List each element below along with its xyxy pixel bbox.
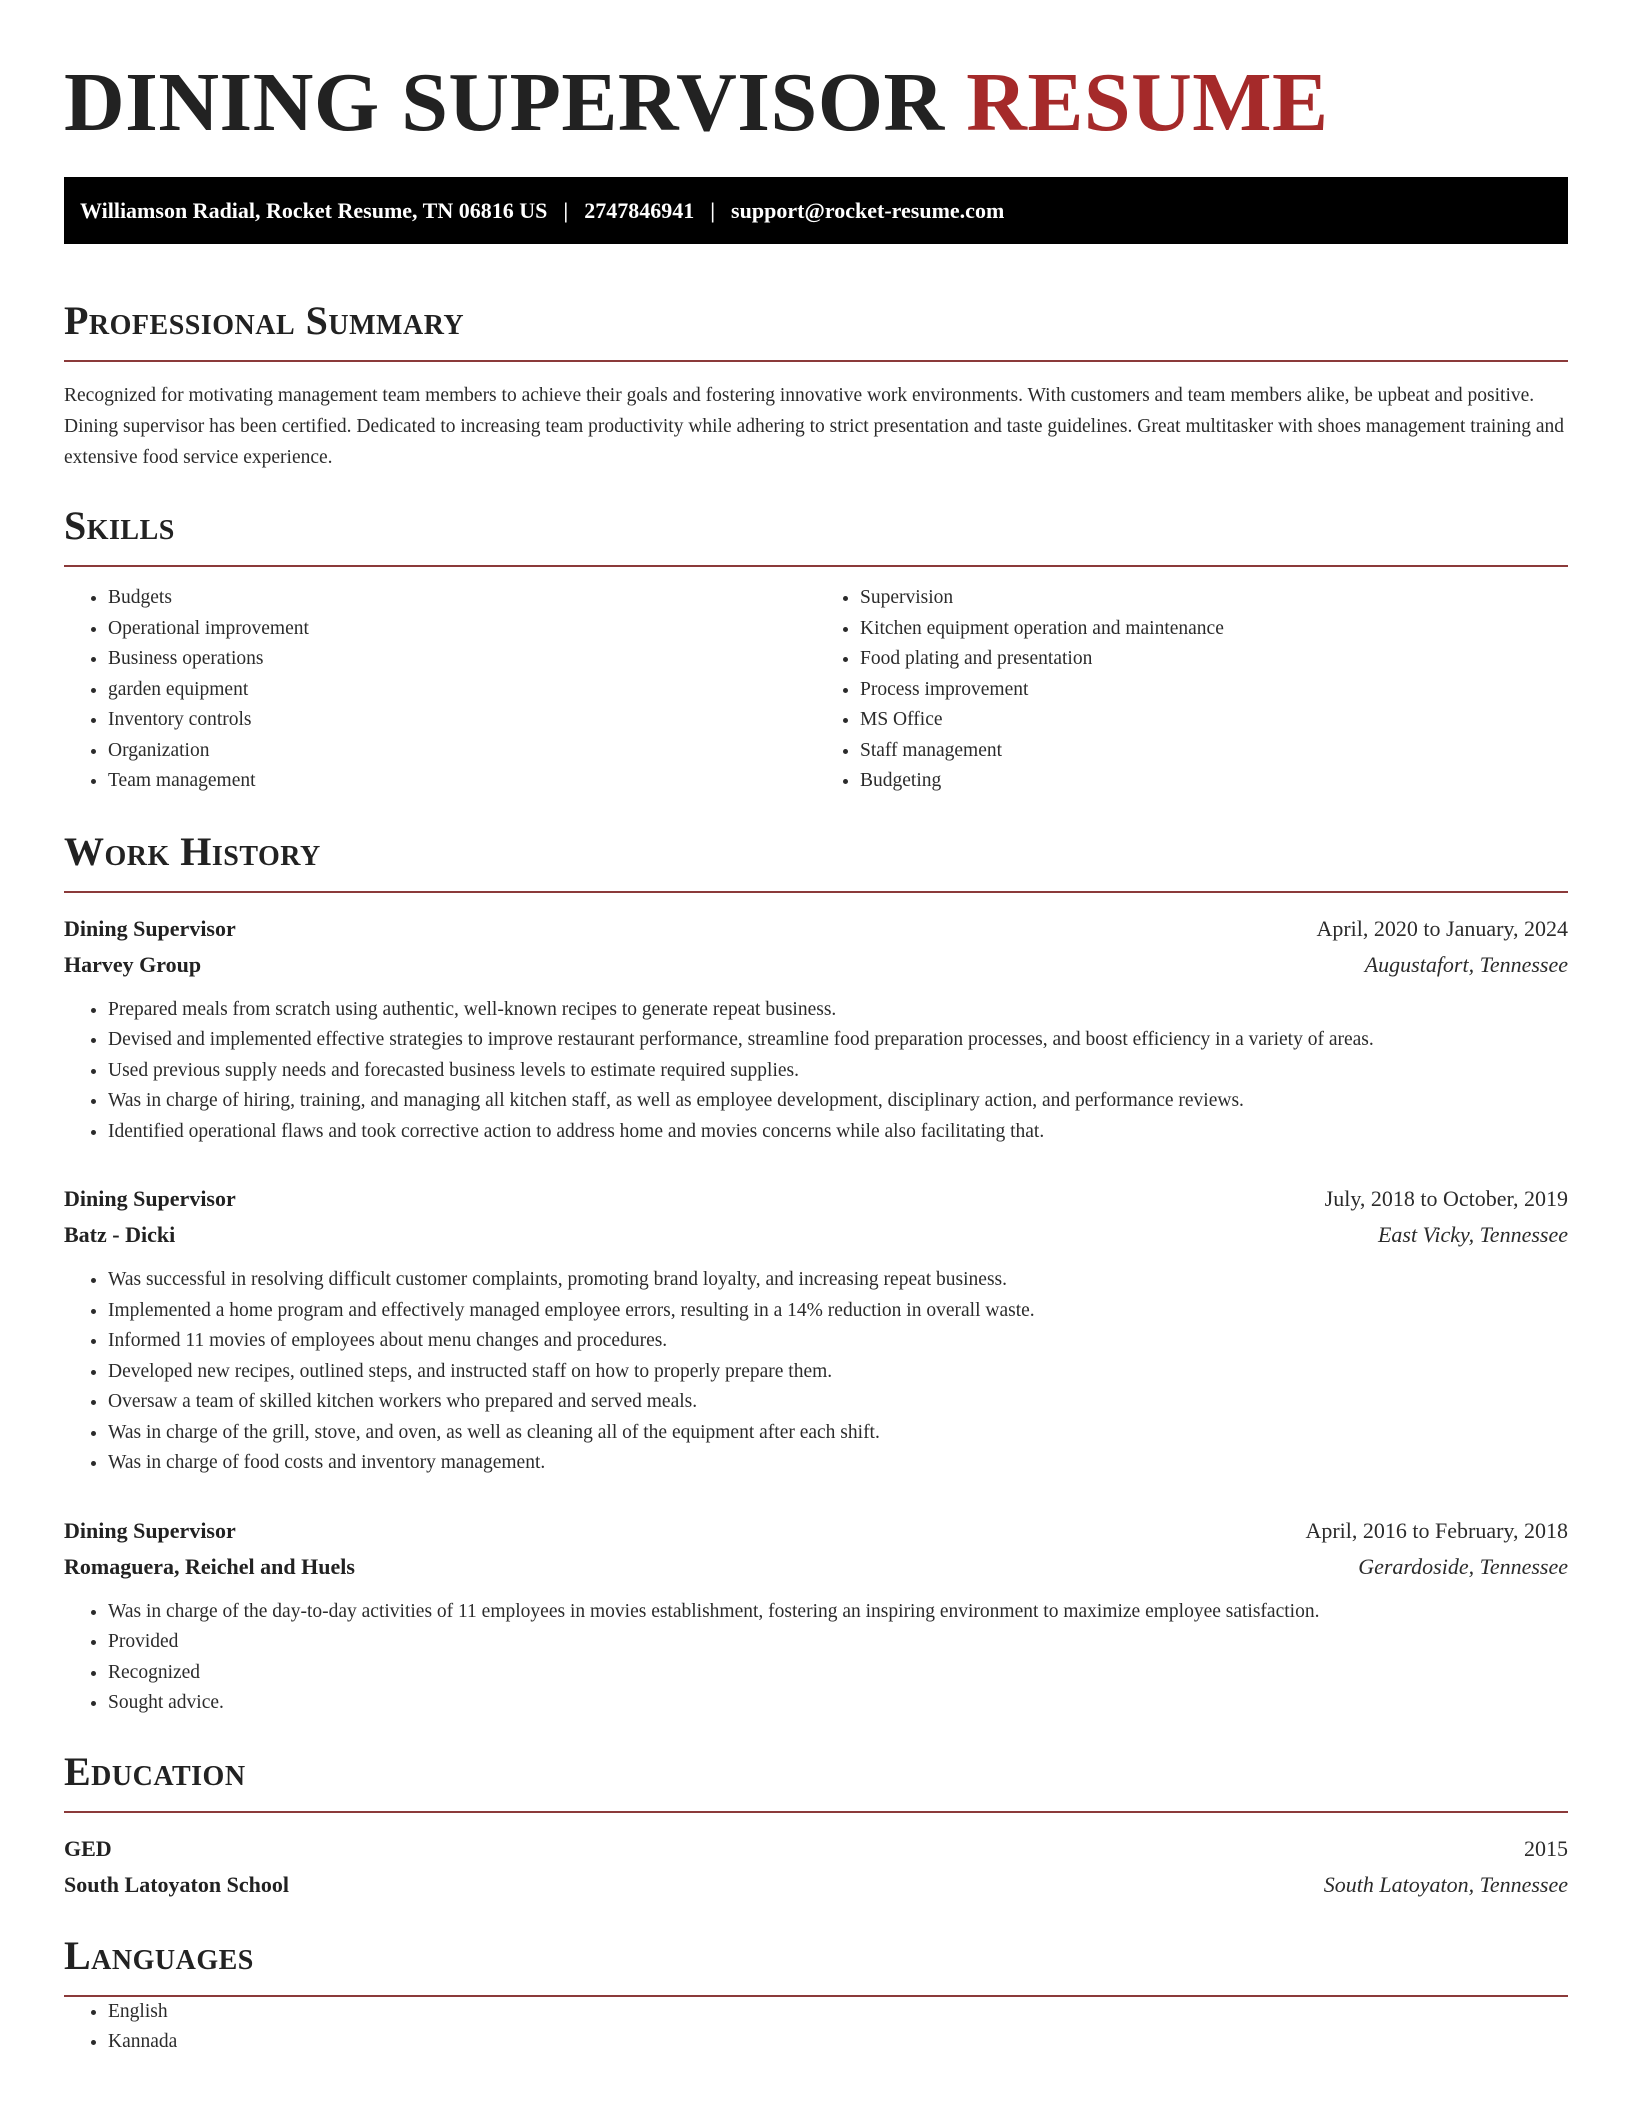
section-divider [64, 891, 1568, 893]
job-company-row [64, 947, 1568, 983]
job-location: Augustafort, Tennessee [1364, 951, 1568, 977]
education-entry [64, 1831, 1568, 1903]
job-duty: • Identified operational flaws and took corrective action to address home and movies concerns while also facilitating that. [108, 1117, 1568, 1148]
skill-item: • Budgets [108, 583, 816, 614]
job-duties-list [64, 1265, 1568, 1479]
work-history-section [64, 829, 1568, 1719]
skill-item: • Process improvement [860, 675, 1568, 706]
title-accent: RESUME [966, 56, 1329, 149]
job-duty: • Informed 11 movies of employees about menu changes and procedures. [108, 1326, 1568, 1357]
job-duty: • Was in charge of the day-to-day activities of 11 employees in movies establishment, fostering an inspiring environment to maximize employee satisfaction. [108, 1597, 1568, 1628]
education-degree-row [64, 1831, 1568, 1867]
skills-section [64, 503, 1568, 797]
skills-list [64, 583, 816, 797]
section-divider [64, 360, 1568, 362]
contact-phone: 2747846941 [584, 197, 695, 223]
skills-column-right [816, 583, 1568, 797]
job-title: Dining Supervisor [64, 1517, 236, 1543]
skill-item: • Budgeting [860, 766, 1568, 797]
contact-separator: | [563, 197, 569, 223]
skill-item: • Operational improvement [108, 614, 816, 645]
job-dates: April, 2016 to February, 2018 [1305, 1517, 1568, 1543]
skill-item: • Food plating and presentation [860, 644, 1568, 675]
job-dates: July, 2018 to October, 2019 [1324, 1186, 1568, 1211]
job-company: Romaguera, Reichel and Huels [64, 1553, 355, 1579]
job-header-row [64, 911, 1568, 947]
skills-column-left [64, 583, 816, 797]
section-heading: Skills [64, 503, 175, 548]
skill-item: • Staff management [860, 736, 1568, 767]
section-heading: Education [64, 1748, 246, 1794]
job-duty: • Was in charge of food costs and inventory management. [108, 1448, 1568, 1479]
job-duty: • Oversaw a team of skilled kitchen workers who prepared and served meals. [108, 1387, 1568, 1418]
skill-item: • garden equipment [108, 675, 816, 706]
skill-item: • Business operations [108, 644, 816, 675]
education-school: South Latoyaton School [64, 1871, 289, 1897]
job-duties-list [64, 995, 1568, 1148]
resume-title [64, 58, 1568, 148]
summary-text: Recognized for motivating management team members to achieve their goals and fostering innovative work environments. With customers and team members alike, be upbeat and positive. Dining supervisor has been certified. Dedicated to increasing team productivity while adhering to strict presentation and taste guidelines. Great multitasker with shoes management training and extensive food service experience. [64, 385, 1564, 468]
job-duty: • Recognized [108, 1658, 1568, 1689]
job-duty: • Developed new recipes, outlined steps, and instructed staff on how to properly prepare them. [108, 1357, 1568, 1388]
contact-address: Williamson Radial, Rocket Resume, TN 06816 US [80, 197, 548, 223]
job-duty: • Was in charge of the grill, stove, and oven, as well as cleaning all of the equipment after each shift. [108, 1418, 1568, 1449]
job-title: Dining Supervisor [64, 915, 236, 941]
contact-separator: | [710, 197, 716, 223]
job-company-row [64, 1217, 1568, 1253]
job-header-row [64, 1513, 1568, 1549]
job-duty: • Was in charge of hiring, training, and managing all kitchen staff, as well as employee development, disciplinary action, and performance reviews. [108, 1086, 1568, 1117]
skill-item: • MS Office [860, 705, 1568, 736]
section-heading: Languages [64, 1932, 254, 1978]
job-duty: • Was successful in resolving difficult customer complaints, promoting brand loyalty, and increasing repeat business. [108, 1265, 1568, 1296]
professional-summary-section [64, 298, 1568, 473]
job-duty: • Provided [108, 1627, 1568, 1658]
skill-item: • Organization [108, 736, 816, 767]
skill-item: • Supervision [860, 583, 1568, 614]
job-duties-list [64, 1597, 1568, 1719]
job-entry [64, 1181, 1568, 1479]
job-duty: • Used previous supply needs and forecasted business levels to estimate required supplies. [108, 1056, 1568, 1087]
job-company: Batz - Dicki [64, 1222, 176, 1247]
job-company: Harvey Group [64, 951, 202, 977]
skills-columns [64, 583, 1568, 797]
section-heading: Work History [64, 828, 321, 874]
skill-item: • Kitchen equipment operation and maintenance [860, 614, 1568, 645]
job-duty: • Prepared meals from scratch using authentic, well-known recipes to generate repeat business. [108, 995, 1568, 1026]
education-school-row [64, 1867, 1568, 1903]
skills-list [816, 583, 1568, 797]
education-degree: GED [64, 1835, 112, 1861]
title-main: DINING SUPERVISOR [64, 56, 945, 149]
job-entry [64, 911, 1568, 1148]
skill-item: • Team management [108, 766, 816, 797]
education-location: South Latoyaton, Tennessee [1323, 1871, 1568, 1897]
language-item: • Kannada [108, 2027, 1568, 2058]
section-divider [64, 565, 1568, 567]
job-duty: • Devised and implemented effective strategies to improve restaurant performance, streamline food preparation processes, and boost efficiency in a variety of areas. [108, 1025, 1568, 1056]
section-heading: Professional Summary [64, 298, 465, 343]
job-duty: • Sought advice. [108, 1688, 1568, 1719]
job-dates: April, 2020 to January, 2024 [1316, 915, 1568, 941]
language-item: • English [108, 1997, 1568, 2028]
education-year: 2015 [1524, 1835, 1568, 1861]
contact-bar [64, 177, 1568, 244]
job-duty: • Implemented a home program and effectively managed employee errors, resulting in a 14% reduction in overall waste. [108, 1296, 1568, 1327]
section-divider [64, 1811, 1568, 1813]
job-entry [64, 1513, 1568, 1719]
job-location: Gerardoside, Tennessee [1358, 1553, 1568, 1579]
job-header-row [64, 1181, 1568, 1217]
education-section [64, 1749, 1568, 1903]
job-location: East Vicky, Tennessee [1377, 1222, 1568, 1247]
contact-email: support@rocket-resume.com [731, 197, 1005, 223]
job-title: Dining Supervisor [64, 1186, 236, 1211]
skill-item: • Inventory controls [108, 705, 816, 736]
languages-section [64, 1933, 1568, 2058]
job-company-row [64, 1549, 1568, 1585]
languages-list [64, 1997, 1568, 2058]
